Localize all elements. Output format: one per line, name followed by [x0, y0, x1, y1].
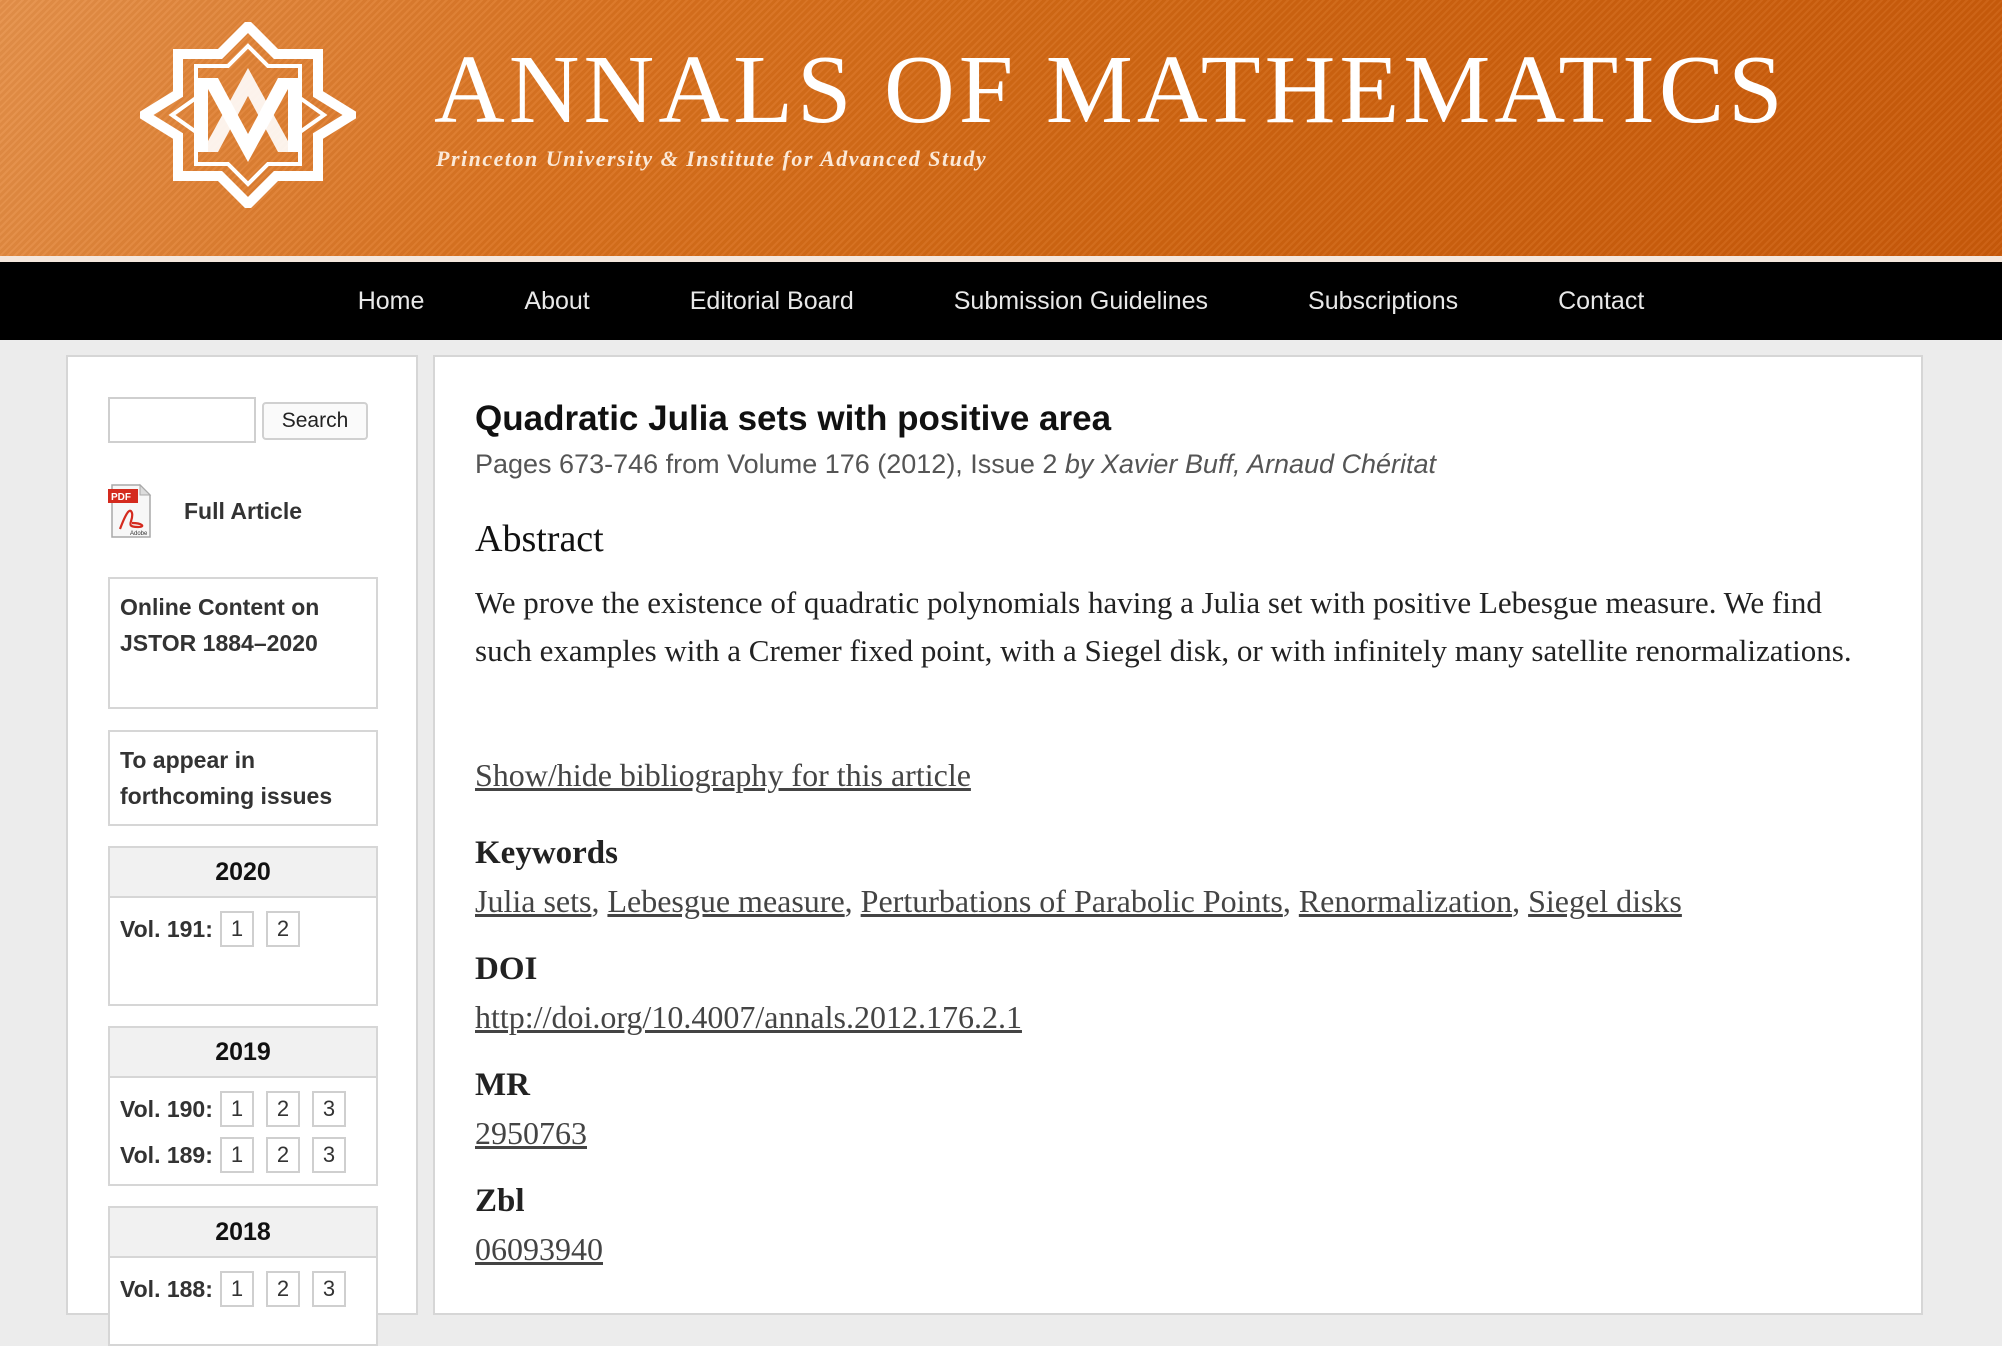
year-heading: 2020 [110, 848, 376, 898]
forthcoming-link[interactable]: To appear in forthcoming issues [120, 747, 333, 809]
article-panel [433, 355, 1923, 1315]
article-pages: Pages 673-746 from Volume 176 (2012), Issue 2 [475, 449, 1058, 479]
year-box-2019 [108, 1026, 378, 1186]
online-content-box [108, 577, 378, 709]
issue-button[interactable]: 3 [312, 1091, 346, 1127]
site-banner [0, 0, 2002, 256]
issue-button[interactable]: 1 [220, 1271, 254, 1307]
keyword-link[interactable]: Renormalization [1298, 883, 1513, 919]
volume-label: Vol. 190: [120, 1095, 213, 1122]
zbl-value [475, 1231, 603, 1268]
article-meta [475, 449, 1436, 480]
bibliography-toggle-link[interactable]: Show/hide bibliography for this article [475, 757, 971, 793]
svg-text:Adobe: Adobe [130, 531, 148, 537]
mr-link[interactable]: 2950763 [475, 1115, 587, 1151]
nav-editorial-board[interactable]: Editorial Board [689, 286, 854, 315]
issue-button[interactable]: 3 [312, 1271, 346, 1307]
year-box-2020 [108, 846, 378, 1006]
doi-link[interactable]: http://doi.org/10.4007/annals.2012.176.2.1 [475, 999, 1022, 1035]
zbl-heading: Zbl [475, 1183, 525, 1219]
sidebar [66, 355, 418, 1315]
keyword-link[interactable]: Julia sets [475, 883, 592, 919]
nav-home[interactable]: Home [357, 286, 425, 315]
nav-about[interactable]: About [524, 286, 590, 315]
volume-row [110, 906, 376, 952]
abstract-text: We prove the existence of quadratic polynomials having a Julia set with positive Lebesgue measure. We find such examples with a Cremer fixed point, with a Siegel disk, or with infinitely many satellite renormalizations. [475, 585, 1852, 668]
site-subtitle: Princeton University & Institute for Advanced Study [436, 146, 988, 171]
full-article-row [108, 483, 302, 539]
volume-row [110, 1132, 376, 1178]
keyword-link[interactable]: Perturbations of Parabolic Points [860, 883, 1283, 919]
search-button[interactable]: Search [262, 402, 368, 440]
article-authors: by Xavier Buff, Arnaud Chéritat [1064, 449, 1437, 479]
mr-heading: MR [475, 1067, 530, 1103]
mr-value [475, 1115, 587, 1152]
nav-submission-guidelines[interactable]: Submission Guidelines [953, 286, 1209, 315]
keywords-list: Julia sets, Lebesgue measure, Perturbations of Parabolic Points, Renormalization, Siegel disks [475, 883, 1682, 919]
issue-button[interactable]: 1 [220, 1091, 254, 1127]
keyword-link[interactable]: Siegel disks [1528, 883, 1682, 919]
nav-subscriptions[interactable]: Subscriptions [1308, 286, 1459, 315]
am-monogram-star-logo[interactable] [140, 22, 356, 208]
issue-button[interactable]: 1 [220, 1137, 254, 1173]
zbl-link[interactable]: 06093940 [475, 1231, 603, 1267]
year-heading: 2018 [110, 1208, 376, 1258]
issue-button[interactable]: 2 [266, 911, 300, 947]
online-content-link[interactable]: Online Content on JSTOR 1884–2020 [120, 594, 320, 656]
full-article-link[interactable]: Full Article [184, 497, 302, 524]
issue-button[interactable]: 2 [266, 1091, 300, 1127]
forthcoming-box [108, 730, 378, 826]
volume-label: Vol. 191: [120, 915, 213, 942]
year-heading: 2019 [110, 1028, 376, 1078]
pdf-icon[interactable] [108, 483, 152, 539]
volume-label: Vol. 188: [120, 1275, 213, 1302]
issue-button[interactable]: 2 [266, 1137, 300, 1173]
site-title: ANNALS OF MATHEMATICS [434, 36, 1787, 144]
abstract-heading: Abstract [475, 518, 604, 560]
main-nav [0, 262, 2002, 340]
search-input[interactable] [108, 397, 256, 443]
year-box-2018 [108, 1206, 378, 1346]
volume-row [110, 1266, 376, 1312]
volume-label: Vol. 189: [120, 1141, 213, 1168]
issue-button[interactable]: 3 [312, 1137, 346, 1173]
keyword-link[interactable]: Lebesgue measure [607, 883, 845, 919]
issue-button[interactable]: 2 [266, 1271, 300, 1307]
doi-heading: DOI [475, 951, 538, 987]
article-title: Quadratic Julia sets with positive area [475, 399, 1112, 438]
issue-button[interactable]: 1 [220, 911, 254, 947]
nav-contact[interactable]: Contact [1558, 286, 1645, 315]
keywords-heading: Keywords [475, 835, 618, 871]
volume-row [110, 1086, 376, 1132]
doi-value [475, 999, 1022, 1036]
svg-text:PDF: PDF [111, 492, 131, 503]
